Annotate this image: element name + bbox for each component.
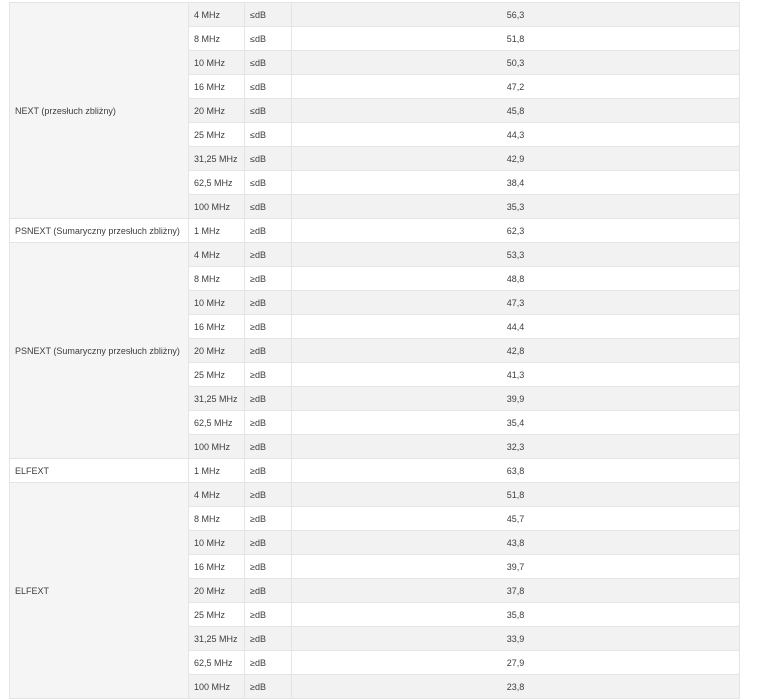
value-cell: 39,7 (292, 555, 740, 579)
value-cell: 35,8 (292, 603, 740, 627)
frequency-cell: 8 MHz (189, 507, 245, 531)
value-cell: 51,8 (292, 27, 740, 51)
value-cell: 45,7 (292, 507, 740, 531)
value-cell: 50,3 (292, 51, 740, 75)
value-cell: 37,8 (292, 579, 740, 603)
frequency-cell: 4 MHz (189, 243, 245, 267)
frequency-cell: 20 MHz (189, 339, 245, 363)
value-cell: 27,9 (292, 651, 740, 675)
frequency-cell: 31,25 MHz (189, 147, 245, 171)
frequency-cell: 62,5 MHz (189, 651, 245, 675)
value-cell: 41,3 (292, 363, 740, 387)
value-cell: 51,8 (292, 483, 740, 507)
value-cell: 33,9 (292, 627, 740, 651)
condition-cell: ≥dB (245, 459, 292, 483)
frequency-cell: 10 MHz (189, 51, 245, 75)
condition-cell: ≥dB (245, 555, 292, 579)
frequency-cell: 16 MHz (189, 75, 245, 99)
frequency-cell: 8 MHz (189, 267, 245, 291)
condition-cell: ≥dB (245, 651, 292, 675)
value-cell: 47,3 (292, 291, 740, 315)
frequency-cell: 4 MHz (189, 3, 245, 27)
condition-cell: ≤dB (245, 171, 292, 195)
frequency-cell: 20 MHz (189, 579, 245, 603)
condition-cell: ≤dB (245, 123, 292, 147)
value-cell: 44,4 (292, 315, 740, 339)
frequency-cell: 25 MHz (189, 603, 245, 627)
value-cell: 39,9 (292, 387, 740, 411)
parameter-name-cell: PSNEXT (Sumaryczny przesłuch zbliżny) (10, 219, 189, 243)
value-cell: 53,3 (292, 243, 740, 267)
value-cell: 42,8 (292, 339, 740, 363)
condition-cell: ≤dB (245, 27, 292, 51)
parameter-name-cell: NEXT (przesłuch zbliżny) (10, 3, 189, 219)
value-cell: 48,8 (292, 267, 740, 291)
frequency-cell: 25 MHz (189, 363, 245, 387)
condition-cell: ≥dB (245, 435, 292, 459)
table-row (10, 219, 740, 243)
frequency-cell: 10 MHz (189, 291, 245, 315)
value-cell: 47,2 (292, 75, 740, 99)
condition-cell: ≥dB (245, 315, 292, 339)
frequency-cell: 100 MHz (189, 435, 245, 459)
condition-cell: ≥dB (245, 339, 292, 363)
condition-cell: ≤dB (245, 75, 292, 99)
frequency-cell: 4 MHz (189, 483, 245, 507)
frequency-cell: 1 MHz (189, 459, 245, 483)
frequency-cell: 62,5 MHz (189, 411, 245, 435)
condition-cell: ≥dB (245, 243, 292, 267)
value-cell: 23,8 (292, 675, 740, 699)
value-cell: 56,3 (292, 3, 740, 27)
value-cell: 62,3 (292, 219, 740, 243)
value-cell: 38,4 (292, 171, 740, 195)
table-row (10, 483, 740, 507)
frequency-cell: 20 MHz (189, 99, 245, 123)
frequency-cell: 16 MHz (189, 315, 245, 339)
specification-table (9, 2, 740, 699)
value-cell: 35,3 (292, 195, 740, 219)
condition-cell: ≤dB (245, 51, 292, 75)
frequency-cell: 31,25 MHz (189, 387, 245, 411)
value-cell: 44,3 (292, 123, 740, 147)
condition-cell: ≤dB (245, 99, 292, 123)
table-row (10, 243, 740, 267)
value-cell: 43,8 (292, 531, 740, 555)
condition-cell: ≥dB (245, 387, 292, 411)
parameter-name-cell: PSNEXT (Sumaryczny przesłuch zbliżny) (10, 243, 189, 459)
value-cell: 35,4 (292, 411, 740, 435)
value-cell: 32,3 (292, 435, 740, 459)
value-cell: 42,9 (292, 147, 740, 171)
frequency-cell: 25 MHz (189, 123, 245, 147)
condition-cell: ≥dB (245, 219, 292, 243)
frequency-cell: 62,5 MHz (189, 171, 245, 195)
table-row (10, 3, 740, 27)
frequency-cell: 8 MHz (189, 27, 245, 51)
condition-cell: ≤dB (245, 147, 292, 171)
condition-cell: ≥dB (245, 363, 292, 387)
table-row (10, 459, 740, 483)
parameter-name-cell: ELFEXT (10, 483, 189, 699)
frequency-cell: 16 MHz (189, 555, 245, 579)
frequency-cell: 31,25 MHz (189, 627, 245, 651)
specification-table-body (10, 3, 740, 699)
value-cell: 45,8 (292, 99, 740, 123)
condition-cell: ≥dB (245, 675, 292, 699)
condition-cell: ≥dB (245, 483, 292, 507)
condition-cell: ≥dB (245, 579, 292, 603)
frequency-cell: 10 MHz (189, 531, 245, 555)
condition-cell: ≤dB (245, 195, 292, 219)
frequency-cell: 100 MHz (189, 195, 245, 219)
condition-cell: ≤dB (245, 3, 292, 27)
condition-cell: ≥dB (245, 627, 292, 651)
frequency-cell: 100 MHz (189, 675, 245, 699)
frequency-cell: 1 MHz (189, 219, 245, 243)
condition-cell: ≥dB (245, 411, 292, 435)
condition-cell: ≥dB (245, 507, 292, 531)
condition-cell: ≥dB (245, 603, 292, 627)
condition-cell: ≥dB (245, 291, 292, 315)
value-cell: 63,8 (292, 459, 740, 483)
condition-cell: ≥dB (245, 267, 292, 291)
condition-cell: ≥dB (245, 531, 292, 555)
parameter-name-cell: ELFEXT (10, 459, 189, 483)
